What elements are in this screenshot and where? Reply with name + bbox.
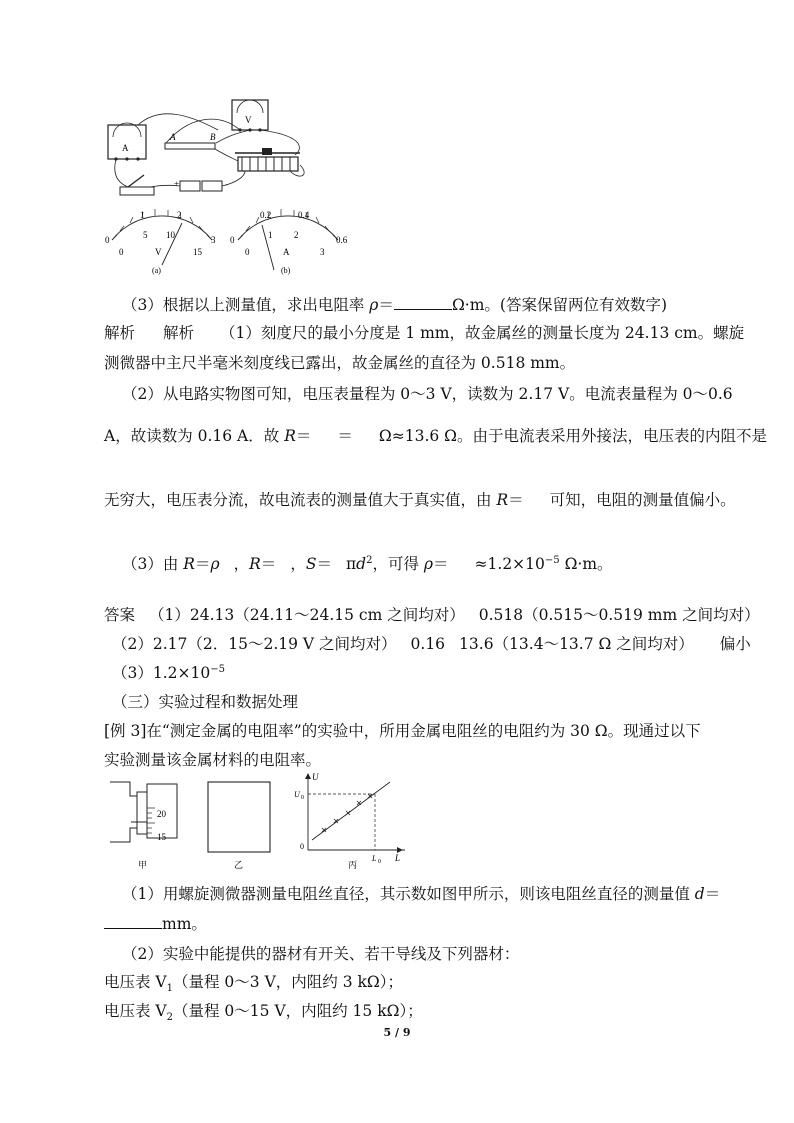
- analysis-2b: A，故读数为 0.16 A．故 R＝ ＝ Ω≈13.6 Ω。由于电流表采用外接法，电压表的内阻不是: [104, 427, 768, 445]
- answer-blank-d[interactable]: [104, 914, 162, 929]
- svg-text:5: 5: [143, 230, 148, 240]
- svg-text:0: 0: [378, 859, 381, 865]
- question-3: （3）根据以上测量值，求出电阻率 ρ＝ Ω·m。(答案保留两位有效数字): [122, 296, 668, 314]
- analysis-1b: 测微器中主尺半毫米刻度线已露出，故金属丝的直径为 0.518 mm。: [104, 354, 576, 372]
- svg-text:U: U: [312, 772, 319, 782]
- analysis-2a: （2）从电路实物图可知，电压表量程为 0～3 V，读数为 2.17 V。电流表量程为 0～0.6: [122, 385, 733, 403]
- voltmeter-letter: V: [245, 115, 252, 125]
- analysis-1a: 解析 解析 （1）刻度尺的最小分度是 1 mm，故金属丝的测量长度为 24.13 cm。螺旋: [104, 324, 745, 342]
- question-2: （2）实验中能提供的器材有开关、若干导线及下列器材：: [122, 945, 520, 963]
- battery-plus: +: [174, 179, 180, 189]
- micrometer-icon: [110, 782, 177, 870]
- svg-text:2: 2: [177, 210, 182, 220]
- battery-minus: -: [225, 179, 228, 189]
- label-b: (b): [281, 266, 291, 275]
- answer-2: （2）2.17（2．15～2.19 V 之间均对） 0.16 13.6（13.4～13.7 Ω 之间均对） 偏小: [112, 635, 751, 653]
- voltmeter-v1: 电压表 $V_1$（量程 0～3 V，内阻约 3 kΩ）；: [104, 973, 403, 995]
- svg-text:0: 0: [119, 247, 124, 257]
- svg-text:V: V: [155, 247, 162, 257]
- u-l-graph: [294, 772, 405, 870]
- example-3b: 实验测量该金属材料的电阻率。: [104, 751, 322, 769]
- ammeter-icon: [108, 125, 146, 159]
- example-3a: [例 3]在“测定金属的电阻率”的实验中，所用金属电阻丝的电阻约为 30 Ω。现通过以下: [104, 722, 701, 740]
- svg-text:0: 0: [245, 247, 250, 257]
- wire-label-b: B: [210, 132, 216, 142]
- experiment-figure: [105, 770, 405, 875]
- fig-label-jia: 甲: [138, 860, 148, 870]
- svg-text:0: 0: [105, 235, 110, 245]
- switch-icon: [120, 187, 154, 195]
- fig-label-bing: 丙: [348, 860, 358, 870]
- section-title: （三）实验过程和数据处理: [112, 693, 299, 711]
- answer-1: 答案 （1）24.13（24.11～24.15 cm 之间均对） 0.518（0.515～0.519 mm 之间均对）: [104, 606, 760, 624]
- svg-text:3: 3: [211, 235, 216, 245]
- answer-3: $(3)1.2\times 10^{-5}$: [112, 663, 225, 682]
- wire-label-a: A: [170, 132, 176, 142]
- analysis-3: （3）由 R＝ρ ，R＝ ，$S= \pi d^2$，可得 $\rho= \approx 1.2\times 10^{-5}$ Ω·m。: [122, 554, 613, 573]
- svg-text:1: 1: [140, 210, 145, 220]
- svg-text:15: 15: [193, 247, 202, 257]
- svg-text:A: A: [283, 247, 290, 257]
- rheostat-icon: [238, 157, 298, 171]
- circuit-figure: [100, 95, 360, 280]
- voltmeter-v2: 电压表 $V_2$（量程 0～15 V，内阻约 15 kΩ）；: [104, 1002, 423, 1024]
- svg-text:0: 0: [300, 842, 304, 851]
- svg-text:0.6: 0.6: [336, 235, 348, 245]
- fig-label-yi: 乙: [234, 860, 244, 870]
- analysis-2c: 无穷大，电压表分流，故电流表的测量值大于真实值，由 R＝ 可知，电阻的测量值偏小。: [104, 491, 736, 509]
- svg-text:L: L: [395, 853, 401, 863]
- svg-text:2: 2: [294, 230, 299, 240]
- svg-text:0.4: 0.4: [298, 210, 310, 220]
- svg-text:U: U: [294, 790, 300, 799]
- svg-text:15: 15: [157, 832, 166, 842]
- page-number: 5 / 9: [383, 1026, 411, 1039]
- question-1-b: mm。: [104, 914, 207, 934]
- svg-text:20: 20: [157, 809, 166, 819]
- svg-text:0: 0: [230, 235, 235, 245]
- svg-text:10: 10: [166, 230, 175, 240]
- ammeter-letter: A: [122, 143, 129, 153]
- question-1: （1）用螺旋测微器测量电阻丝直径，其示数如图甲所示，则该电阻丝直径的测量值 d＝: [122, 885, 721, 903]
- label-a: (a): [152, 266, 161, 275]
- svg-text:3: 3: [320, 247, 325, 257]
- answer-blank-rho[interactable]: [394, 295, 452, 310]
- sample-square: [208, 782, 270, 852]
- svg-text:1: 1: [268, 230, 273, 240]
- svg-text:0: 0: [301, 795, 304, 801]
- svg-text:L: L: [372, 854, 377, 863]
- svg-text:0.2: 0.2: [260, 210, 272, 220]
